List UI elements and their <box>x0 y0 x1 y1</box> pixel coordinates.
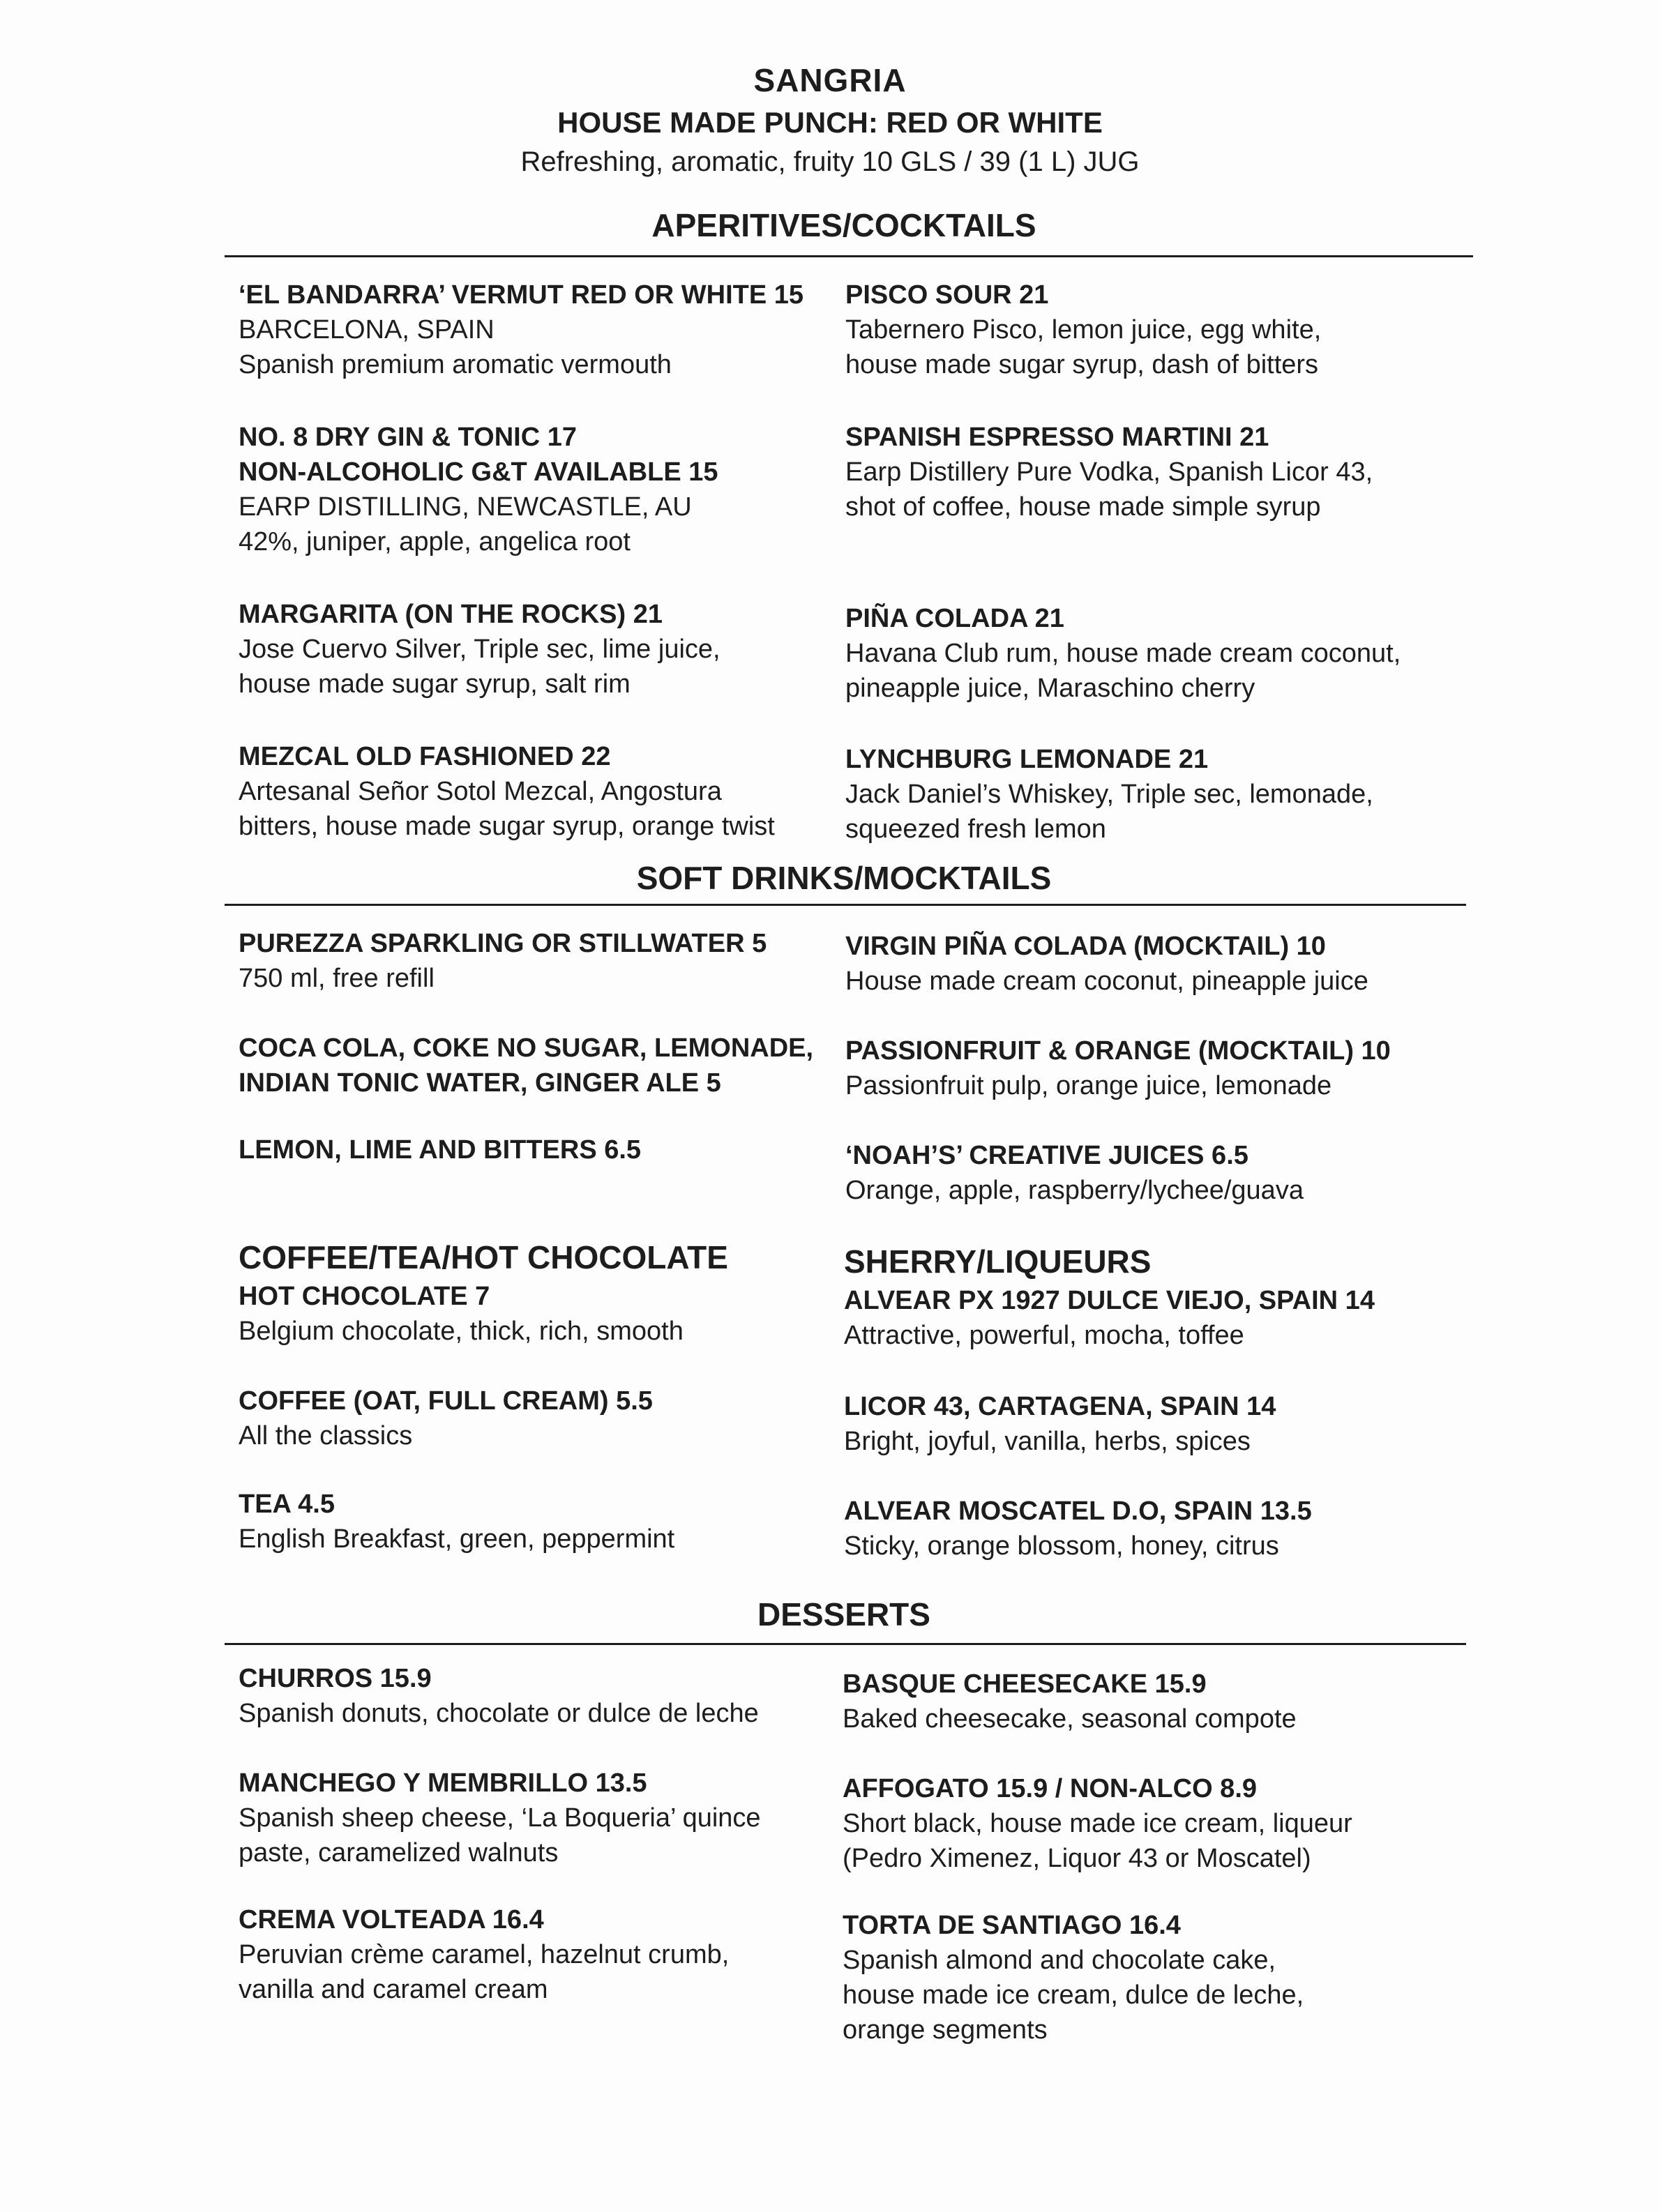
coffee-section <box>239 1236 824 1349</box>
item-desc: English Breakfast, green, peppermint <box>239 1524 675 1554</box>
item-desc: EARP DISTILLING, NEWCASTLE, AU <box>239 492 692 522</box>
item-desc: Jose Cuervo Silver, Triple sec, lime juice, <box>239 635 720 664</box>
item-desc: bitters, house made sugar syrup, orange twist <box>239 812 775 841</box>
menu-item <box>239 278 824 382</box>
item-name: ALVEAR PX 1927 DULCE VIEJO, SPAIN 14 <box>844 1286 1375 1315</box>
item-desc: Sticky, orange blossom, honey, citrus <box>844 1531 1279 1561</box>
item-desc: Peruvian crème caramel, hazelnut crumb, <box>239 1940 730 1969</box>
item-desc: (Pedro Ximenez, Liquor 43 or Moscatel) <box>843 1844 1311 1873</box>
item-name: SPANISH ESPRESSO MARTINI 21 <box>845 423 1269 452</box>
item-name-secondary: INDIAN TONIC WATER, GINGER ALE 5 <box>239 1068 721 1098</box>
item-desc: Attractive, powerful, mocha, toffee <box>844 1321 1244 1350</box>
menu-item <box>239 926 824 996</box>
item-name: CHURROS 15.9 <box>239 1664 432 1693</box>
item-name-secondary: NON-ALCOHOLIC G&T AVAILABLE 15 <box>239 457 718 487</box>
item-desc: paste, caramelized walnuts <box>239 1838 559 1868</box>
item-desc: Short black, house made ice cream, liqueur <box>843 1809 1352 1838</box>
item-name: NO. 8 DRY GIN & TONIC 17 <box>239 423 577 452</box>
item-name: PASSIONFRUIT & ORANGE (MOCKTAIL) 10 <box>845 1036 1391 1066</box>
menu-item <box>843 1771 1428 1876</box>
item-name: CREMA VOLTEADA 16.4 <box>239 1905 544 1934</box>
item-desc: house made sugar syrup, salt rim <box>239 669 631 699</box>
item-desc: vanilla and caramel cream <box>239 1975 548 2004</box>
item-desc: Bright, joyful, vanilla, herbs, spices <box>844 1427 1251 1456</box>
menu-item <box>843 1667 1428 1736</box>
item-desc: Orange, apple, raspberry/lychee/guava <box>845 1176 1304 1205</box>
item-desc: All the classics <box>239 1421 413 1450</box>
sangria-subtitle: HOUSE MADE PUNCH: RED OR WHITE <box>557 106 1103 139</box>
item-name: TORTA DE SANTIAGO 16.4 <box>843 1911 1181 1940</box>
menu-item <box>239 1661 824 1731</box>
item-desc: 750 ml, free refill <box>239 964 435 993</box>
item-desc: Jack Daniel’s Whiskey, Triple sec, lemonade, <box>845 780 1373 809</box>
item-name: MARGARITA (ON THE ROCKS) 21 <box>239 600 663 629</box>
item-name: PIÑA COLADA 21 <box>845 604 1064 633</box>
menu-item <box>239 1902 824 2007</box>
item-name: TEA 4.5 <box>239 1490 335 1519</box>
menu-item <box>239 1132 824 1167</box>
item-desc: Spanish sheep cheese, ‘La Boqueria’ quince <box>239 1803 761 1833</box>
section-title-sherry: SHERRY/LIQUEURS <box>844 1243 1152 1280</box>
menu-item <box>239 420 824 559</box>
sangria-description: Refreshing, aromatic, fruity 10 GLS / 39 (1 L) JUG <box>520 146 1140 177</box>
item-desc: shot of coffee, house made simple syrup <box>845 492 1321 522</box>
item-name: VIRGIN PIÑA COLADA (MOCKTAIL) 10 <box>845 932 1326 961</box>
menu-item <box>843 1908 1428 2047</box>
item-desc: House made cream coconut, pineapple juice <box>845 967 1368 996</box>
item-name: COCA COLA, COKE NO SUGAR, LEMONADE, <box>239 1033 814 1063</box>
menu-item <box>845 929 1431 999</box>
menu-item <box>845 278 1431 382</box>
item-name: LEMON, LIME AND BITTERS 6.5 <box>239 1135 642 1165</box>
item-desc: Passionfruit pulp, orange juice, lemonade <box>845 1071 1332 1100</box>
item-name: ‘EL BANDARRA’ VERMUT RED OR WHITE 15 <box>239 280 804 310</box>
menu-item <box>239 739 824 844</box>
menu-item <box>845 742 1431 847</box>
section-title-coffee: COFFEE/TEA/HOT CHOCOLATE <box>239 1239 728 1275</box>
menu-item <box>239 1384 824 1453</box>
item-desc: orange segments <box>843 2015 1048 2045</box>
section-title-aperitives: APERITIVES/COCKTAILS <box>651 207 1036 243</box>
menu-item <box>844 1389 1430 1459</box>
item-desc: Havana Club rum, house made cream coconut, <box>845 639 1401 668</box>
item-name: ‘NOAH’S’ CREATIVE JUICES 6.5 <box>845 1141 1248 1170</box>
section-divider <box>225 255 1473 257</box>
item-name: AFFOGATO 15.9 / NON-ALCO 8.9 <box>843 1774 1258 1803</box>
section-divider <box>225 1643 1466 1645</box>
menu-item <box>845 1138 1431 1208</box>
menu-item <box>844 1494 1430 1563</box>
item-name: PUREZZA SPARKLING OR STILLWATER 5 <box>239 929 767 958</box>
item-desc: Belgium chocolate, thick, rich, smooth <box>239 1317 684 1346</box>
item-desc: Spanish almond and chocolate cake, <box>843 1946 1276 1975</box>
menu-item <box>845 1033 1431 1103</box>
item-desc: Earp Distillery Pure Vodka, Spanish Licor 43, <box>845 457 1373 487</box>
item-name: MEZCAL OLD FASHIONED 22 <box>239 742 611 771</box>
item-desc: Artesanal Señor Sotol Mezcal, Angostura <box>239 777 722 806</box>
menu-item <box>239 1766 824 1870</box>
item-desc: Spanish premium aromatic vermouth <box>239 350 672 379</box>
menu-item <box>239 597 824 702</box>
menu-item <box>239 1487 824 1556</box>
item-desc: 42%, juniper, apple, angelica root <box>239 527 631 556</box>
item-name: BASQUE CHEESECAKE 15.9 <box>843 1669 1207 1699</box>
menu-item <box>845 601 1431 706</box>
item-desc: Tabernero Pisco, lemon juice, egg white, <box>845 315 1322 344</box>
item-name: LYNCHBURG LEMONADE 21 <box>845 745 1209 774</box>
item-name: ALVEAR MOSCATEL D.O, SPAIN 13.5 <box>844 1497 1312 1526</box>
item-desc: squeezed fresh lemon <box>845 815 1106 844</box>
item-desc: Baked cheesecake, seasonal compote <box>843 1704 1297 1734</box>
sherry-section <box>844 1240 1430 1353</box>
menu-item <box>239 1031 824 1100</box>
sangria-title: SANGRIA <box>753 62 907 98</box>
item-desc: Spanish donuts, chocolate or dulce de leche <box>239 1699 759 1728</box>
menu-item <box>845 420 1431 524</box>
item-desc: BARCELONA, SPAIN <box>239 315 495 344</box>
item-name: HOT CHOCOLATE 7 <box>239 1282 490 1311</box>
item-desc: house made ice cream, dulce de leche, <box>843 1980 1304 2010</box>
section-divider <box>225 904 1466 906</box>
item-name: LICOR 43, CARTAGENA, SPAIN 14 <box>844 1392 1276 1421</box>
section-title-soft-drinks: SOFT DRINKS/MOCKTAILS <box>636 860 1052 896</box>
item-name: COFFEE (OAT, FULL CREAM) 5.5 <box>239 1386 653 1416</box>
section-title-desserts: DESSERTS <box>757 1596 930 1633</box>
item-name: PISCO SOUR 21 <box>845 280 1049 310</box>
item-name: MANCHEGO Y MEMBRILLO 13.5 <box>239 1768 647 1798</box>
item-desc: house made sugar syrup, dash of bitters <box>845 350 1319 379</box>
item-desc: pineapple juice, Maraschino cherry <box>845 674 1255 703</box>
